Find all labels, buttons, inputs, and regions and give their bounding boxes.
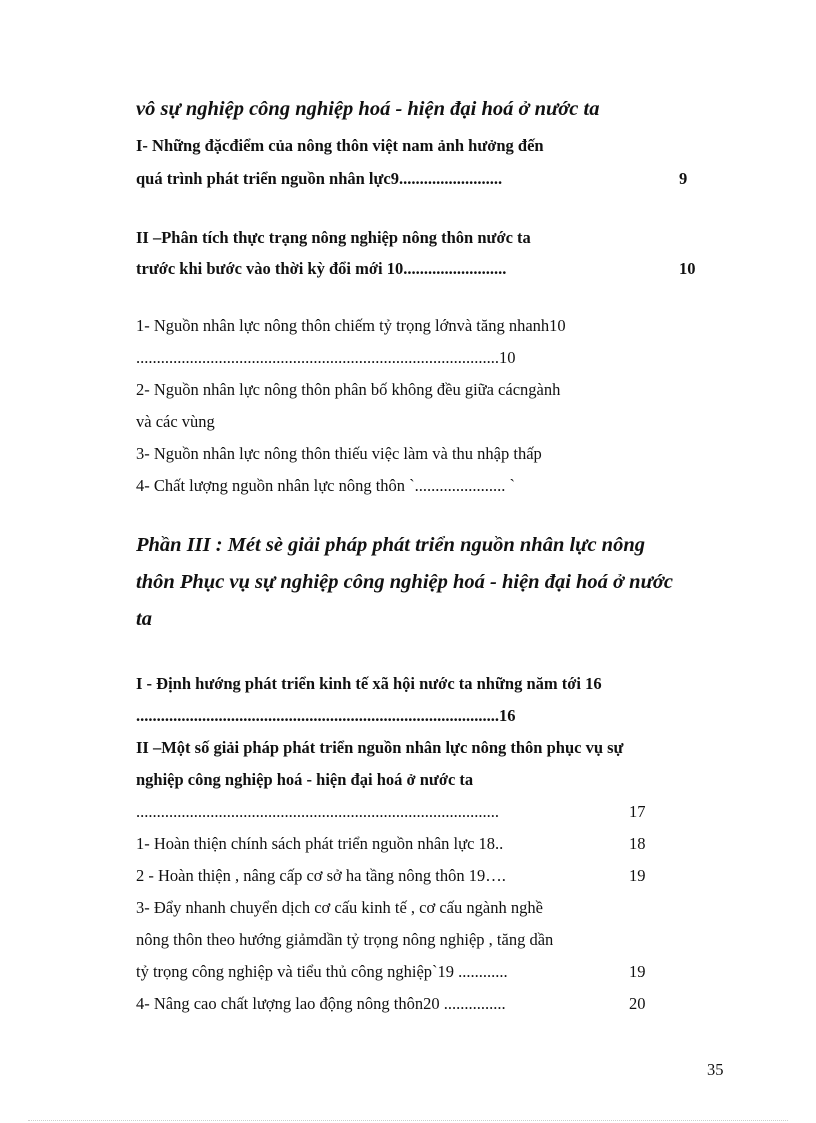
toc-entry: ........................................................................................10 — [136, 348, 516, 367]
toc-entry: ........................................................................................16 — [136, 706, 516, 725]
toc-entry: 2- Nguồn nhân lực nông thôn phân bố không đều giữa cácngành — [136, 380, 561, 399]
toc-entry: II –Phân tích thực trạng nông nghiệp nông thôn nước ta — [136, 228, 531, 247]
toc-entry: I - Định hướng phát triển kinh tế xã hội nước ta những năm tới 16 — [136, 674, 602, 693]
toc-section-heading: ta — [136, 608, 152, 630]
toc-entry: tỷ trọng công nghiệp và tiểu thủ công nghiệp`19 ............ — [136, 962, 508, 981]
toc-entry: nghiệp công nghiệp hoá - hiện đại hoá ở nước ta — [136, 770, 474, 789]
toc-entry: và các vùng — [136, 412, 215, 431]
toc-page-ref: 9 — [679, 169, 688, 188]
toc-entry: ........................................................................................ — [136, 802, 499, 821]
page-number: 35 — [707, 1060, 724, 1079]
toc-section-heading: thôn Phục vụ sự nghiệp công nghiệp hoá - hiện đại hoá ở nước — [136, 571, 673, 593]
toc-entry: nông thôn theo hướng giảmdần tỷ trọng nông nghiệp , tăng dần — [136, 930, 554, 949]
toc-entry: 2 - Hoàn thiện , nâng cấp cơ sở ha tầng nông thôn 19…. — [136, 866, 506, 885]
toc-page-ref: 19 — [629, 962, 646, 981]
toc-entry: II –Một số giải pháp phát triển nguồn nhân lực nông thôn phục vụ sự — [136, 738, 624, 757]
toc-entry: 1- Nguồn nhân lực nông thôn chiếm tỷ trọng lớnvà tăng nhanh10 — [136, 316, 566, 335]
toc-page-ref: 10 — [679, 259, 696, 278]
toc-page-ref: 19 — [629, 866, 646, 885]
toc-entry: 4- Nâng cao chất lượng lao động nông thôn20 ............... — [136, 994, 506, 1013]
toc-entry: I- Những đặcđiểm của nông thôn việt nam ảnh hưởng đến — [136, 136, 544, 155]
toc-page-ref: 20 — [629, 994, 646, 1013]
toc-entry: 1- Hoàn thiện chính sách phát triển nguồn nhân lực 18.. — [136, 834, 504, 853]
toc-page-ref: 17 — [629, 802, 646, 821]
toc-page-ref: 18 — [629, 834, 646, 853]
toc-heading-continuation: vô sự nghiệp công nghiệp hoá - hiện đại hoá ở nước ta — [136, 98, 600, 120]
toc-entry: 3- Nguồn nhân lực nông thôn thiếu việc làm và thu nhập thấp — [136, 444, 542, 463]
toc-entry: 3- Đẩy nhanh chuyển dịch cơ cấu kinh tế , cơ cấu ngành nghề — [136, 898, 543, 917]
toc-entry: 4- Chất lượng nguồn nhân lực nông thôn `...................... ` — [136, 476, 516, 495]
toc-entry: trước khi bước vào thời kỳ đổi mới 10......................... — [136, 259, 507, 278]
footer-divider — [28, 1120, 788, 1121]
toc-entry: quá trình phát triển nguồn nhân lực9......................... — [136, 169, 503, 188]
toc-section-heading: Phần III : Mét sè giải pháp phát triển nguồn nhân lực nông — [136, 534, 645, 556]
